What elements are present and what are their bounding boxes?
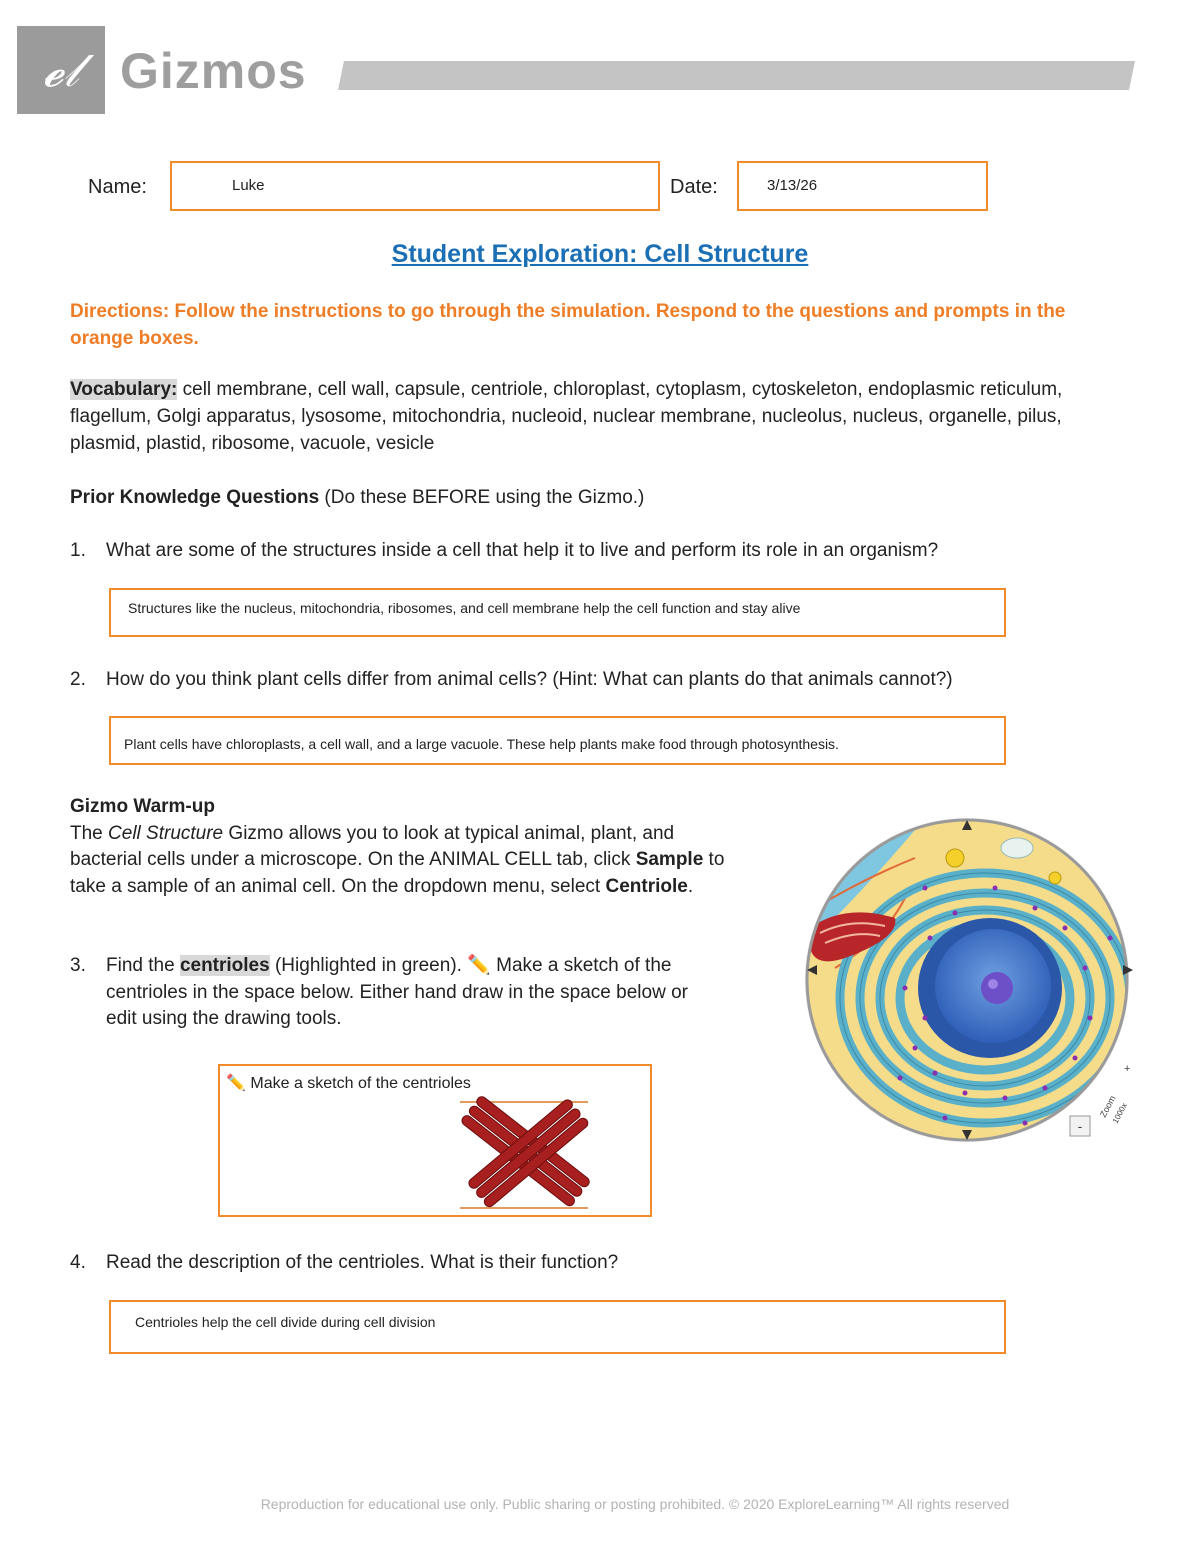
question-3 (70, 953, 790, 1033)
sketch-label: ✏️ Make a sketch of the centrioles (226, 1075, 471, 1092)
date-label: Date: (670, 176, 718, 198)
warmup-section (70, 794, 750, 900)
centrioles-highlight: centrioles (179, 955, 270, 976)
zoom-value: 1000x (1110, 1101, 1129, 1125)
answer-box-4[interactable]: Centrioles help the cell divide during cell division (109, 1300, 1006, 1354)
name-label: Name: (88, 176, 147, 198)
question-text: How do you think plant cells differ from animal cells? (Hint: What can plants do that animals cannot?) (106, 669, 953, 690)
centriole-keyword: Centriole (605, 875, 688, 897)
warmup-text: Gizmo allows you to look at typical animal, plant, and bacterial cells under a microscope. On the ANIMAL CELL tab, click (70, 822, 675, 870)
vocabulary-section (70, 376, 1130, 457)
page-title: Student Exploration: Cell Structure (391, 240, 809, 268)
question-number: 1. (70, 540, 86, 561)
sample-keyword: Sample (635, 849, 704, 870)
zoom-plus-glyph[interactable]: + (1124, 1063, 1131, 1075)
answer-box-2[interactable]: Plant cells have chloroplasts, a cell wall, and a large vacuole. These help plants make food through photosynthesis. (109, 716, 1006, 765)
explorelearning-logo (17, 26, 105, 114)
date-field[interactable]: 3/13/26 (737, 161, 988, 211)
header-bar (338, 61, 1135, 90)
warmup-text: to take a sample of an animal cell. On the dropdown menu, select (70, 849, 725, 897)
prior-knowledge-title: Prior Knowledge Questions (70, 487, 320, 508)
warmup-text: The (70, 822, 109, 844)
gizmos-brand: Gizmos (120, 43, 307, 99)
logo-glyph: 𝓮𝓁 (43, 43, 79, 97)
zoom-label: Zoom (1097, 1093, 1118, 1119)
question-text: Find the (106, 955, 180, 976)
prior-knowledge-note: (Do these BEFORE using the Gizmo.) (319, 487, 645, 508)
question-4 (70, 1250, 1150, 1276)
question-text: What are some of the structures inside a cell that help it to live and perform its role in an organism? (106, 540, 939, 561)
question-text: centrioles in the space below. Either hand draw in the space below or (106, 981, 688, 1003)
question-text: edit using the drawing tools. (106, 1008, 342, 1029)
prior-knowledge-heading (70, 487, 644, 509)
warmup-text: . (687, 875, 694, 897)
question-2 (70, 667, 1150, 693)
question-1 (70, 538, 1150, 564)
name-field[interactable]: Luke (170, 161, 660, 211)
vocabulary-label: Vocabulary: (70, 379, 178, 400)
zoom-minus-glyph: - (1077, 1118, 1083, 1134)
question-text: Read the description of the centrioles. What is their function? (106, 1252, 619, 1273)
footer-copyright: Reproduction for educational use only. Public sharing or posting prohibited. © 2020 ExploreLearning™ All rights reserved (260, 1496, 1010, 1512)
animal-cell-microscope-image (805, 818, 1135, 1148)
directions-text: Directions: Follow the instructions to go through the simulation. Respond to the questions and prompts in the orange boxes. (70, 301, 1066, 349)
answer-box-1[interactable]: Structures like the nucleus, mitochondria, ribosomes, and cell membrane help the cell function and stay alive (109, 588, 1006, 637)
vocabulary-list: cell membrane, cell wall, capsule, centriole, chloroplast, cytoplasm, cytoskeleton, endoplasmic reticulum, flagellum, Golgi apparatus, lysosome, mitochondria, nucleoid, nuclear membrane, nucleolus, nucleus, organelle, pilus, plasmid, plastid, ribosome, vacuole, vesicle (70, 379, 1063, 454)
warmup-heading: Gizmo Warm-up (70, 796, 215, 817)
question-number: 3. (70, 955, 86, 976)
centrioles-sketch (455, 1094, 595, 1212)
question-number: 2. (70, 669, 86, 690)
question-number: 4. (70, 1252, 86, 1273)
gizmo-name: Cell Structure (108, 822, 224, 844)
question-text: (Highlighted in green). ✏️ Make a sketch of the (269, 955, 672, 976)
